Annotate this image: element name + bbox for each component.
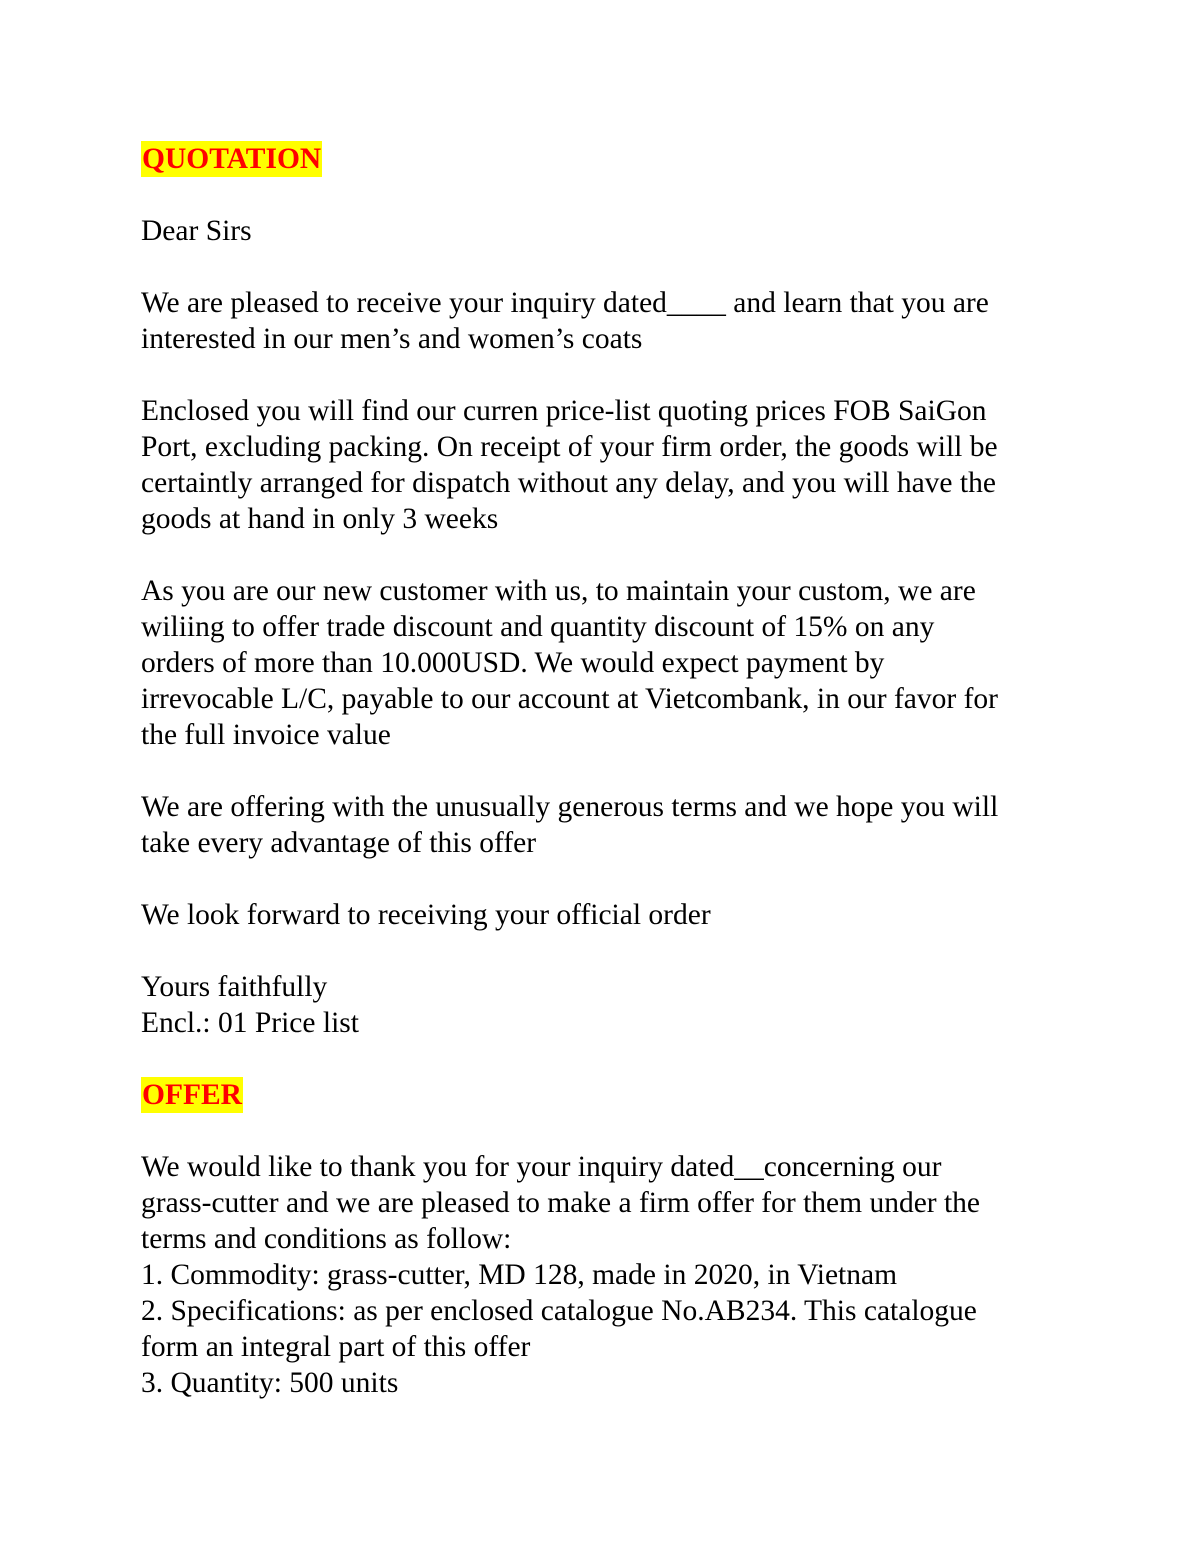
salutation: Dear Sirs bbox=[141, 215, 252, 247]
offer-heading: OFFER bbox=[142, 1079, 242, 1111]
text-line: certaintly arranged for dispatch without any delay, and you will have the bbox=[141, 467, 996, 499]
offer-items bbox=[141, 1257, 1071, 1401]
text-line: Port, excluding packing. On receipt of your firm order, the goods will be bbox=[141, 431, 998, 463]
text-line: grass-cutter and we are pleased to make a firm offer for them under the bbox=[141, 1187, 981, 1219]
text-line: irrevocable L/C, payable to our account at Vietcombank, in our favor for bbox=[141, 683, 998, 715]
paragraph-closing: We look forward to receiving your official order bbox=[141, 899, 711, 931]
text-line: We are offering with the unusually generous terms and we hope you will bbox=[141, 791, 999, 823]
text-line: terms and conditions as follow: bbox=[141, 1223, 512, 1255]
list-item: form an integral part of this offer bbox=[141, 1331, 531, 1363]
text-line: orders of more than 10.000USD. We would expect payment by bbox=[141, 647, 885, 679]
list-item: 1. Commodity: grass-cutter, MD 128, made in 2020, in Vietnam bbox=[141, 1259, 898, 1291]
text-line: wiliing to offer trade discount and quantity discount of 15% on any bbox=[141, 611, 935, 643]
letter-body bbox=[141, 141, 1071, 1401]
enclosure-line: Encl.: 01 Price list bbox=[141, 1007, 359, 1039]
text-line: goods at hand in only 3 weeks bbox=[141, 503, 499, 535]
text-line: interested in our men’s and women’s coats bbox=[141, 323, 643, 355]
list-item: 3. Quantity: 500 units bbox=[141, 1367, 399, 1399]
text-line: We are pleased to receive your inquiry dated____ and learn that you are bbox=[141, 287, 989, 319]
text-line: take every advantage of this offer bbox=[141, 827, 537, 859]
text-line: We would like to thank you for your inquiry dated__concerning our bbox=[141, 1151, 942, 1183]
text-line: Enclosed you will find our curren price-list quoting prices FOB SaiGon bbox=[141, 395, 987, 427]
quotation-heading: QUOTATION bbox=[142, 143, 322, 175]
paragraph-discount bbox=[141, 573, 1071, 753]
text-line: As you are our new customer with us, to maintain your custom, we are bbox=[141, 575, 976, 607]
complimentary-close: Yours faithfully bbox=[141, 971, 328, 1003]
offer-intro bbox=[141, 1149, 1071, 1257]
paragraph-price-list bbox=[141, 393, 1071, 537]
paragraph-terms bbox=[141, 789, 1071, 861]
paragraph-inquiry bbox=[141, 285, 1071, 357]
text-line: the full invoice value bbox=[141, 719, 391, 751]
list-item: 2. Specifications: as per enclosed catalogue No.AB234. This catalogue bbox=[141, 1295, 977, 1327]
